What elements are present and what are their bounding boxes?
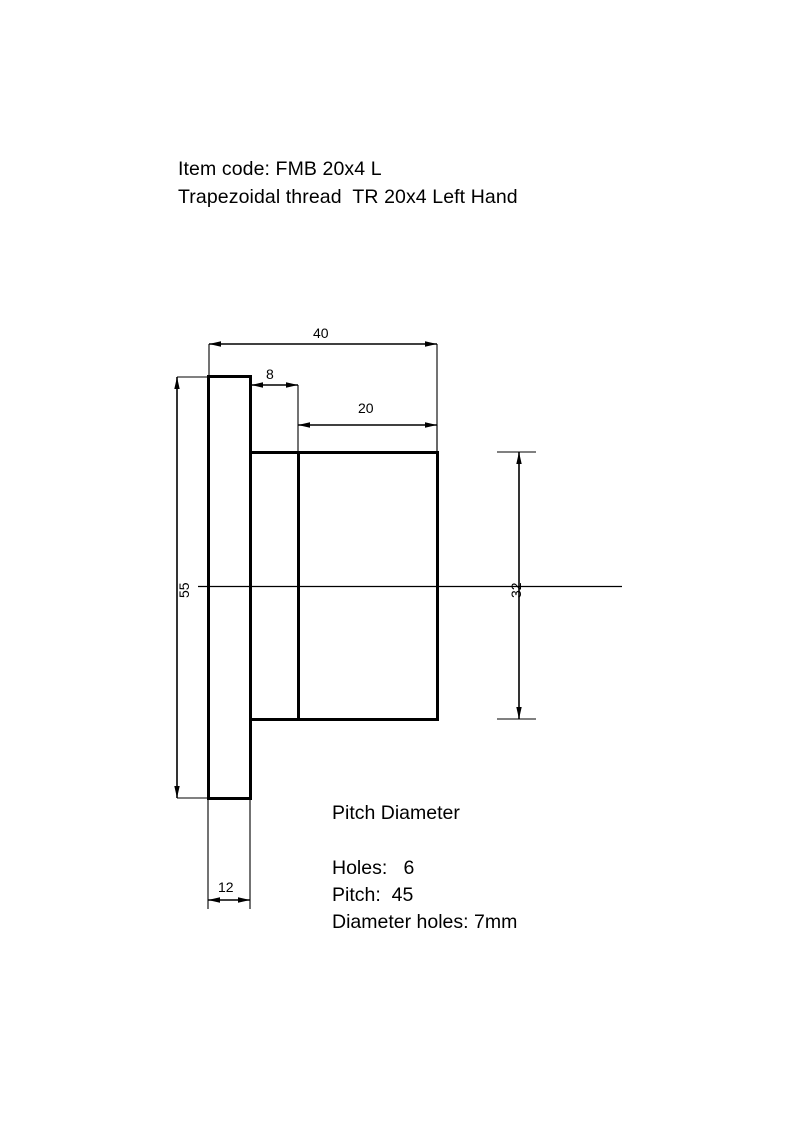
dimension-flange-diameter <box>177 377 209 798</box>
thread-spec-line: Trapezoidal thread TR 20x4 Left Hand <box>178 186 518 208</box>
holes-note: Holes: 6 <box>332 857 415 879</box>
dimension-label-overall-length: 40 <box>313 325 329 341</box>
flange-outline <box>209 377 251 799</box>
dimension-label-boss-length: 20 <box>358 400 374 416</box>
dimension-flange-thickness <box>208 800 250 909</box>
item-code-line: Item code: FMB 20x4 L <box>178 158 382 180</box>
pitch-diameter-note: Pitch Diameter <box>332 802 460 824</box>
dimension-boss-length <box>298 425 437 452</box>
dimension-label-flange-diameter: 55 <box>176 582 192 598</box>
dimension-flange-to-step <box>251 385 298 452</box>
dimension-boss-diameter <box>497 452 536 719</box>
dimension-label-flange-to-step: 8 <box>266 366 274 382</box>
diameter-holes-note: Diameter holes: 7mm <box>332 911 518 933</box>
dimension-label-boss-diameter: 32 <box>508 582 524 598</box>
dimension-overall-length <box>209 344 437 452</box>
pitch-note: Pitch: 45 <box>332 884 414 906</box>
dimension-label-flange-thickness: 12 <box>218 879 234 895</box>
